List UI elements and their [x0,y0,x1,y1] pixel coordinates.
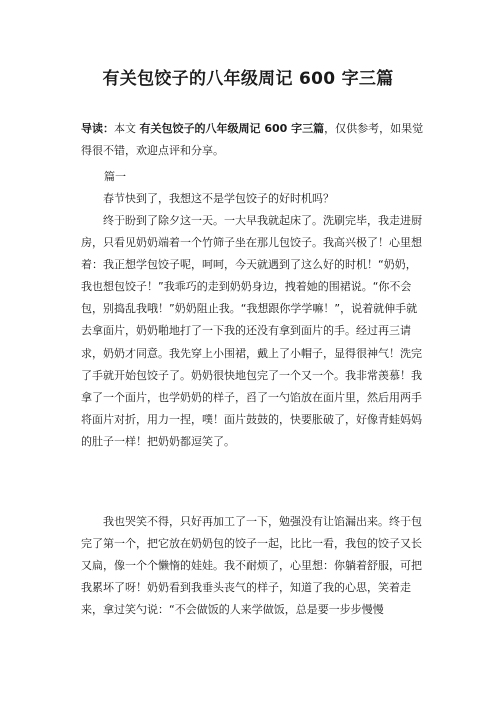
guide-prefix: 本文 [114,122,140,135]
document-title: 有关包饺子的八年级周记 600 字三篇 [102,69,394,89]
guide-suffix: ，仅供参考，如果觉得很不错，欢迎点评和分享。 [81,122,424,157]
guide-label: 导读： [81,122,114,135]
body-paragraph-2: 终于盼到了除夕这一天。一大早我就起床了。洗刷完毕，我走进厨房，只看见奶奶端着一个竹筛子坐在那儿包饺子。我高兴极了！心里想着：我正想学包饺子呢，呵呵，今天就遇到了这么好的时机！“奶奶，我也想包饺子！”我乖巧的走到奶奶身边，拽着她的围裙说。“你不会包，别捣乱我哦！”奶奶阻止我。“我想跟你学学嘛！”，说着就伸手就去拿面片，奶奶啪地打了一下我的还没有拿到面片的手。经过再三请求，奶奶才同意。我先穿上小围裙，戴上了小帽子，显得很神气！洗完了手就开始包饺子了。奶奶很快地包完了一个又一个。我非常羡慕！我拿了一个面片，也学奶奶的样子，舀了一勺馅放在面片里，然后用两手将面片对折，用力一捏，噗！面片鼓鼓的，快要胀破了，好像青蛙妈妈的肚子一样！把奶奶都逗笑了。 [81,214,422,448]
section-heading: 篇一 [104,170,126,183]
guide-paragraph [81,118,427,162]
guide-bold-title: 有关包饺子的八年级周记 600 字三篇 [139,122,325,135]
body-paragraph-3: 我也哭笑不得，只好再加工了一下，勉强没有让馅漏出来。终于包完了第一个，把它放在奶奶包的饺子一起，比比一看，我包的饺子又长又扁，像一个个懒惰的娃娃。我不耐烦了，心里想：你躺着舒服，可把我累坏了呀！奶奶看到我垂头丧气的样子，知道了我的心思，笑着走来，拿过笑勺说：“不会做饭的人来学做饭，总是要一步步慢慢 [81,515,422,617]
body-paragraph-1: 春节快到了，我想这不是学包饺子的好时机吗？ [103,192,334,205]
